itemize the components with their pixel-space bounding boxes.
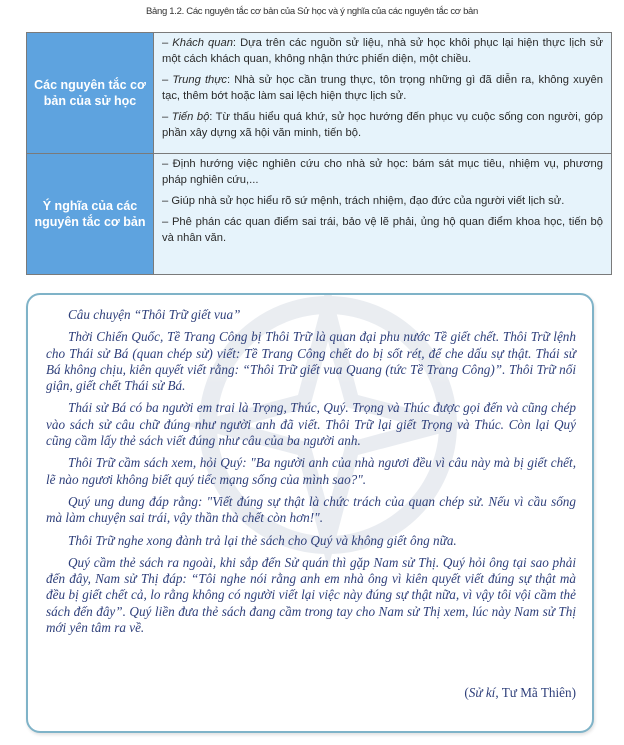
text-progressive: : Từ thấu hiểu quá khứ, sử học hướng đến phục vụ cuộc sống con người, góp phần xây dựng xã hội văn minh, tiến bộ. xyxy=(162,111,603,139)
principles-table xyxy=(26,32,612,275)
term-honest: Trung thực xyxy=(172,74,227,86)
text-honest: : Nhà sử học cần trung thực, tôn trọng những gì đã diễn ra, không xuyên tạc, thêm bớt hoặc làm sai lệch hiện thực lịch sử. xyxy=(162,74,603,102)
row-content-significance xyxy=(154,154,611,274)
story-paragraph: Thái sử Bá có ba người em trai là Trọng, Thúc, Quý. Trọng và Thúc được gọi đến và cũng chép vào sách sử câu chữ đúng như người anh đã viết. Thôi Trữ lại giết Trọng và Thúc. Còn lại Quý cũng cầm lấy thẻ sách viết đúng như câu của ba người anh. xyxy=(46,400,576,449)
story-paragraph: Thôi Trữ nghe xong đành trả lại thẻ sách cho Quý và không giết ông nữa. xyxy=(68,532,457,548)
principle-objective xyxy=(162,35,603,67)
principle-progressive xyxy=(162,109,603,141)
story-paragraph: Thời Chiến Quốc, Tề Trang Công bị Thôi Trữ là quan đại phu nước Tề giết chết. Thôi Trữ lệnh cho Thái sử Bá (quan chép sử) viết: Tề Trang Công chết do bị sốt rét, để che dấu sự thật. Thái sử Bá không chịu, kiên quyết viết rằng: “Thôi Trữ giết vua Quang (tức Tề Trang Công)”. Thôi Trữ nổi giận, giết chết Thái sử Bá. xyxy=(46,329,576,394)
story-source xyxy=(464,685,576,701)
story-paragraph: Quý cầm thẻ sách ra ngoài, khi sắp đến Sử quán thì gặp Nam sử Thị. Quý hỏi ông tại sao phải đến đây, Nam sử Thị đáp: “Tôi nghe nói rằng anh em nhà ông vì kiên quyết viết đúng sự thật mà đều bị giết chết cả, lo rằng không có người viết lại việc này đúng sự thật nữa, vì vậy tôi vội cầm thẻ sách đến đây”. Quý liền đưa thẻ sách đang cầm trong tay cho Nam sử Thị xem, lúc này Nam sử Thị mới yên tâm ra về. xyxy=(46,554,576,636)
principle-honest xyxy=(162,72,603,104)
story-paragraph: Thôi Trữ cầm sách xem, hỏi Quý: "Ba người anh của nhà ngươi đều vì câu này mà bị giết chết, lẽ nào ngươi không biết quý tiếc mạng sống của mình sao?". xyxy=(46,455,576,487)
source-author: , Tư Mã Thiên) xyxy=(495,685,576,700)
table-row-principles xyxy=(27,33,611,154)
story-paragraph: Quý ung dung đáp rằng: "Viết đúng sự thật là chức trách của quan chép sử. Nếu vì cầu sống mà làm chuyện sai trái, vậy thần thà chết còn hơn!". xyxy=(46,493,576,526)
term-progressive: Tiến bộ xyxy=(171,111,210,123)
story-box xyxy=(26,293,594,733)
source-open: ( xyxy=(464,685,469,700)
significance-item: – Giúp nhà sử học hiểu rõ sứ mệnh, trách nhiệm, đạo đức của người viết lịch sử. xyxy=(162,195,565,207)
story-title: Câu chuyện “Thôi Trữ giết vua” xyxy=(68,307,241,322)
row-header-principles: Các nguyên tắc cơ bản của sử học xyxy=(27,33,154,153)
table-row-significance xyxy=(27,154,611,274)
table-caption: Bảng 1.2. Các nguyên tắc cơ bản của Sử học và ý nghĩa của các nguyên tắc cơ bản xyxy=(145,6,479,17)
significance-item: – Phê phán các quan điểm sai trái, bảo vệ lẽ phải, ủng hộ quan điểm khoa học, tiến bộ và nhân văn. xyxy=(162,216,603,244)
term-objective: Khách quan xyxy=(172,37,233,49)
dash: – xyxy=(162,74,173,86)
story-text xyxy=(28,295,592,636)
dash: – xyxy=(162,37,173,49)
dash: – xyxy=(162,111,172,123)
text-objective: : Dựa trên các nguồn sử liệu, nhà sử học khôi phục lại hiện thực lịch sử một cách khách quan, không nhận thức phiến diện, một chiều. xyxy=(162,37,603,65)
source-work: Sử kí xyxy=(468,685,496,700)
row-content-principles xyxy=(154,33,611,153)
row-header-significance: Ý nghĩa của các nguyên tắc cơ bản xyxy=(27,154,154,274)
significance-item: – Định hướng việc nghiên cứu cho nhà sử học: bám sát mục tiêu, nhiệm vụ, phương pháp nghiên cứu,... xyxy=(162,158,603,186)
